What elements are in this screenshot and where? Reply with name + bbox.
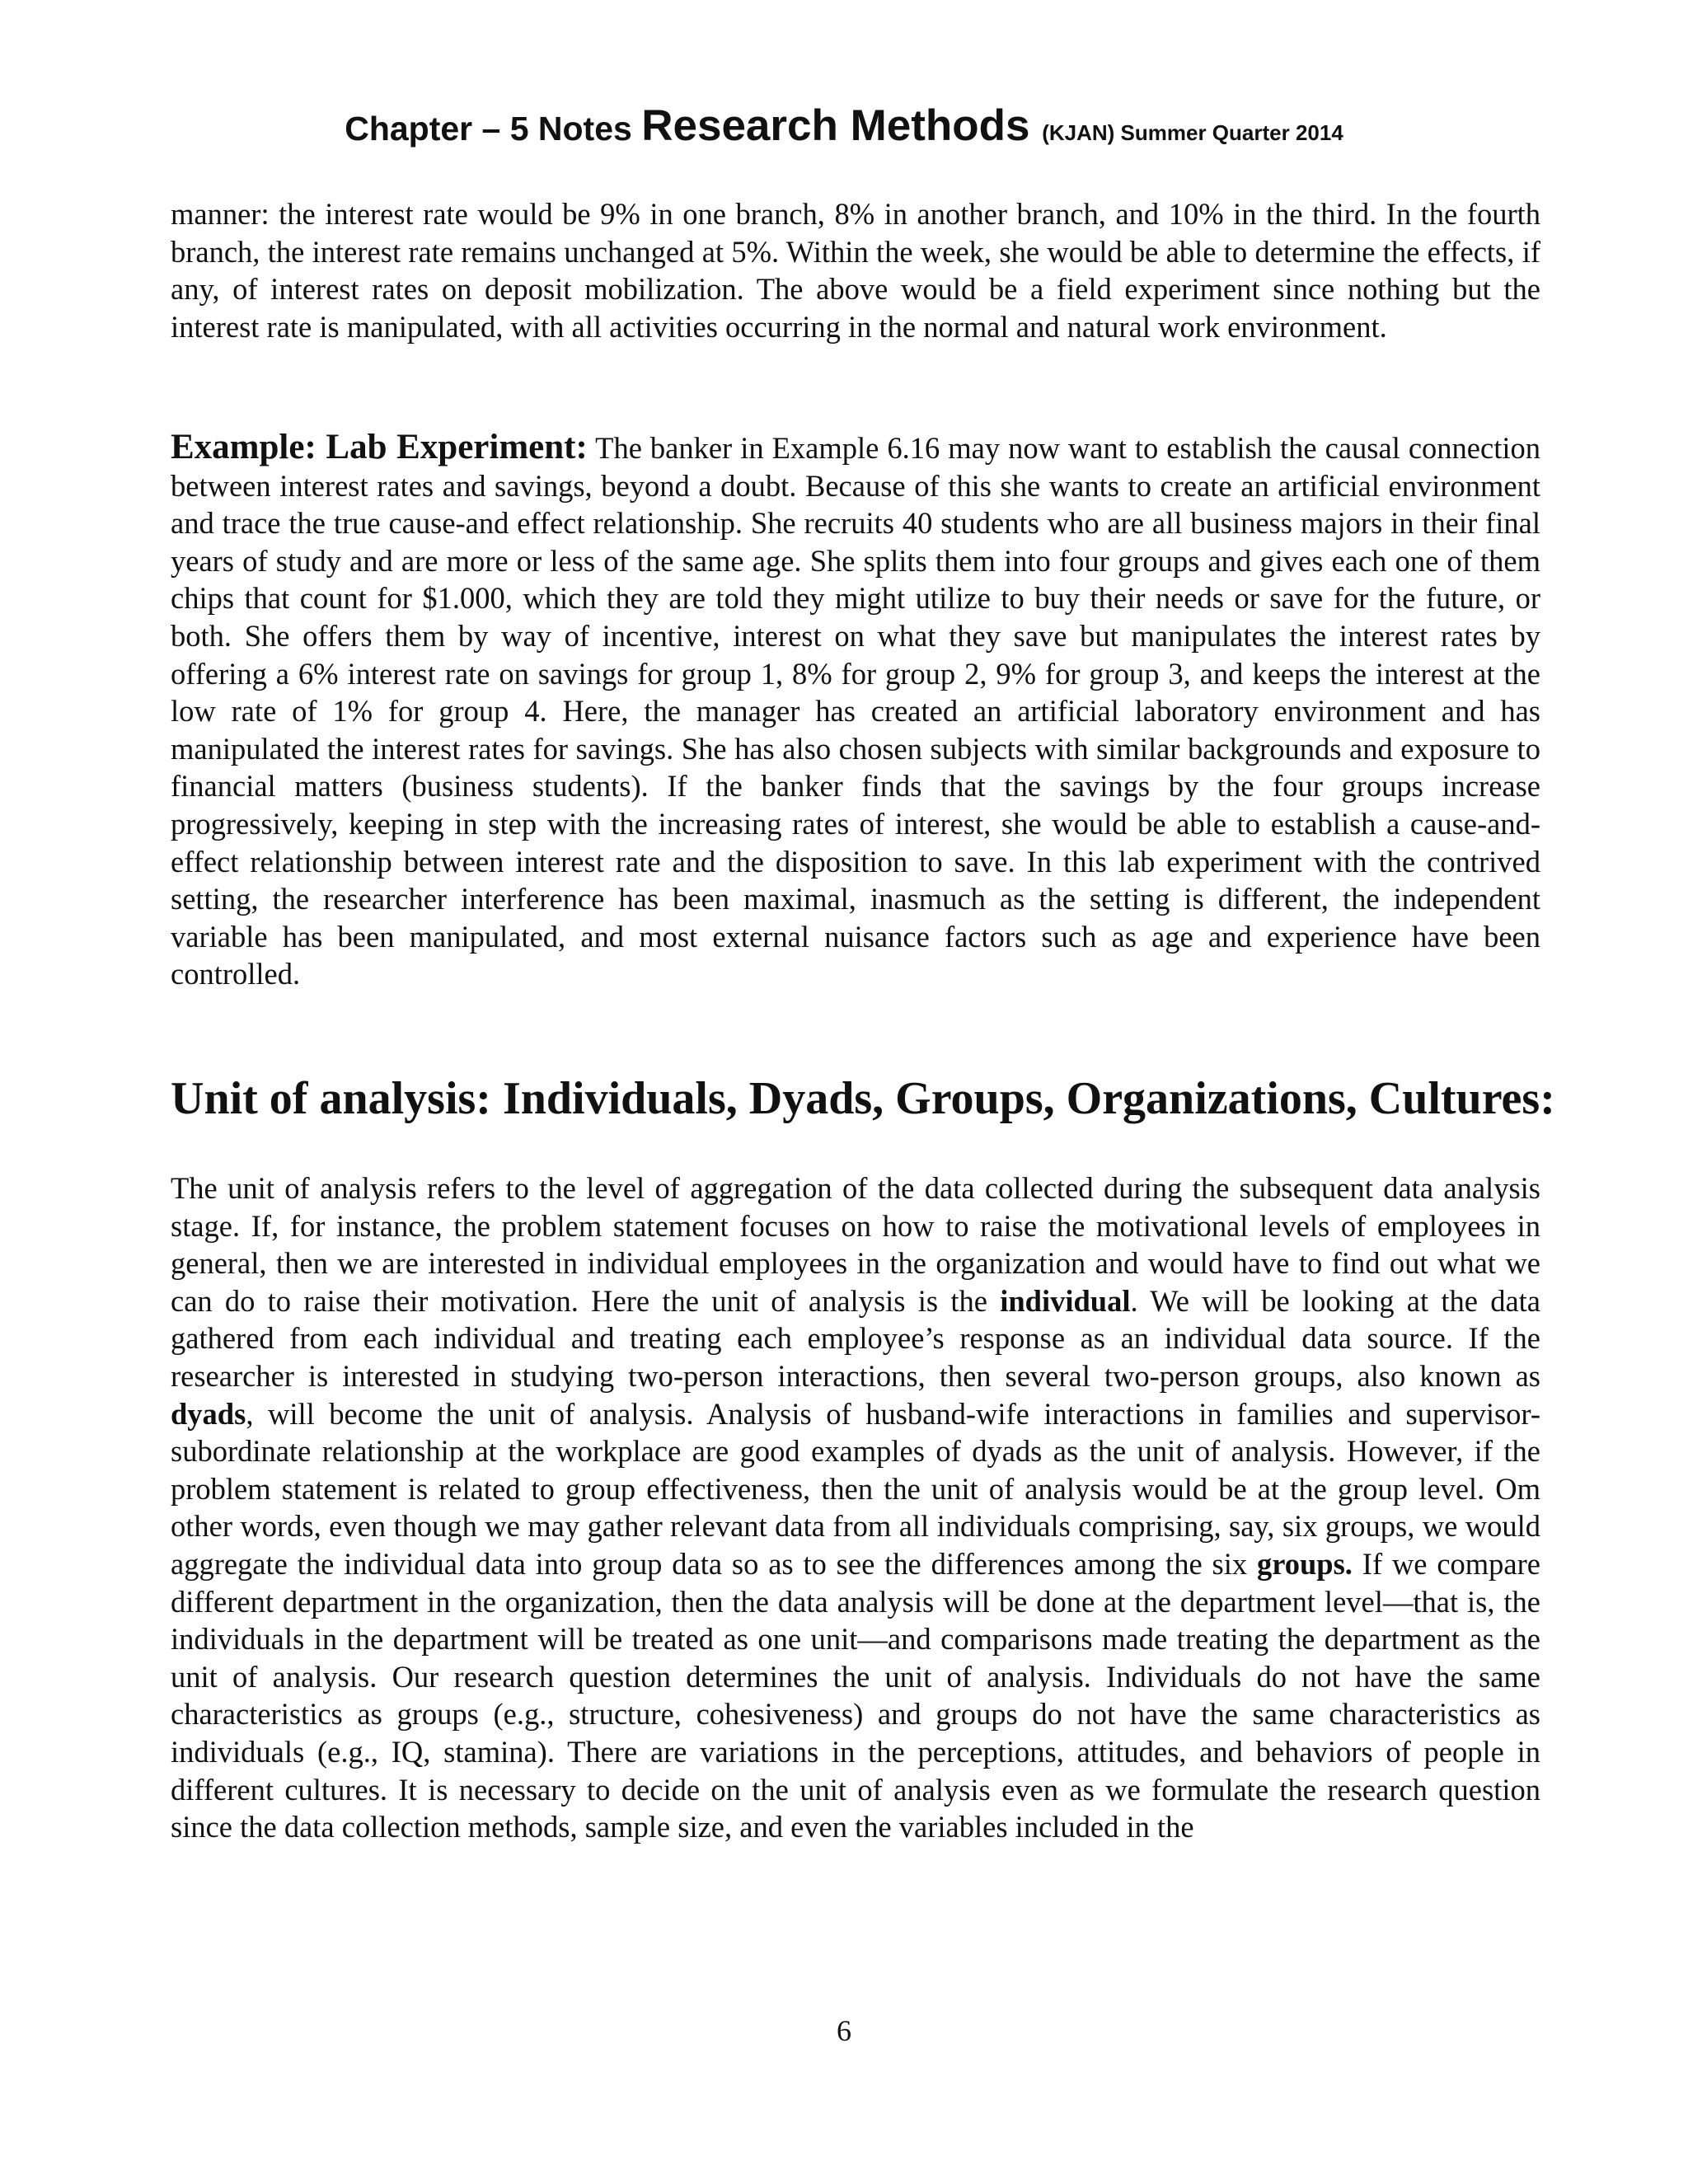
unit-text-2: . We will be looking at the data gathered from each individual and treating each employee’s response as an individual data source. If the researcher is interested in studying two-person interactions, then several two-person groups, also known as	[171, 1283, 1540, 1393]
page-header	[0, 101, 1688, 151]
lab-experiment-lead: Example: Lab Experiment:	[171, 428, 588, 466]
unit-text-4: If we compare different department in the organization, then the data analysis will be done at the department level—that is, the individuals in the department will be treated as one unit—and comparisons made treating the department as the unit of analysis. Our research question determines the unit of analysis. Individuals do not have the same characteristics as groups (e.g., structure, cohesiveness) and groups do not have the same characteristics as individuals (e.g., IQ, stamina). There are variations in the perceptions, attitudes, and behaviors of people in different cultures. It is necessary to decide on the unit of analysis even as we formulate the research question since the data collection methods, sample size, and even the variables included in the	[171, 1546, 1540, 1844]
section-heading-unit-of-analysis: Unit of analysis: Individuals, Dyads, Groups, Organizations, Cultures:	[171, 1073, 1555, 1124]
unit-text-1: The unit of analysis refers to the level of aggregation of the data collected during the subsequent data analysis stage. If, for instance, the problem statement focuses on how to raise the motivational levels of employees in general, then we are interested in individual employees in the organization and would have to find out what we can do to raise their motivation. Here the unit of analysis is the	[171, 1171, 1540, 1318]
paragraph-field-experiment: manner: the interest rate would be 9% in one branch, 8% in another branch, and 10% in the third. In the fourth branch, the interest rate remains unchanged at 5%. Within the week, she would be able to determine the effects, if any, of interest rates on deposit mobilization. The above would be a field experiment since nothing but the interest rate is manipulated, with all activities occurring in the normal and natural work environment.	[171, 197, 1540, 344]
term-dyads: dyads	[171, 1396, 246, 1431]
header-term: (KJAN) Summer Quarter 2014	[1042, 120, 1343, 145]
header-course-title: Research Methods	[641, 101, 1043, 150]
page-number: 6	[837, 2014, 851, 2047]
term-groups: groups.	[1256, 1546, 1353, 1581]
unit-text-3: , will become the unit of analysis. Analysis of husband-wife interactions in families and supervisor-subordinate relationship at the workplace are good examples of dyads as the unit of analysis. However, if the problem statement is related to group effectiveness, then the unit of analysis would be at the group level. Om other words, even though we may gather relevant data from all individuals comprising, say, six groups, we would aggregate the individual data into group data so as to see the differences among the six	[171, 1396, 1540, 1581]
lab-experiment-text: The banker in Example 6.16 may now want to establish the causal connection between interest rates and savings, beyond a doubt. Because of this she wants to create an artificial environment and trace the true cause-and effect relationship. She recruits 40 students who are all business majors in their final years of study and are more or less of the same age. She splits them into four groups and gives each one of them chips that count for $1.000, which they are told they might utilize to buy their needs or save for the future, or both. She offers them by way of incentive, interest on what they save but manipulates the interest rates by offering a 6% interest rate on savings for group 1, 8% for group 2, 9% for group 3, and keeps the interest at the low rate of 1% for group 4. Here, the manager has created an artificial laboratory environment and has manipulated the interest rates for savings. She has also chosen subjects with similar backgrounds and exposure to financial matters (business students). If the banker finds that the savings by the four groups increase progressively, keeping in step with the increasing rates of interest, she would be able to establish a cause-and-effect relationship between interest rate and the disposition to save. In this lab experiment with the contrived setting, the researcher interference has been maximal, inasmuch as the setting is different, the independent variable has been manipulated, and most external nuisance factors such as age and experience have been controlled.	[171, 431, 1540, 991]
paragraph-unit-of-analysis	[171, 1169, 1540, 1846]
paragraph-lab-experiment	[171, 429, 1540, 993]
header-chapter: Chapter – 5 Notes	[345, 110, 642, 148]
term-individual: individual	[1000, 1283, 1131, 1318]
